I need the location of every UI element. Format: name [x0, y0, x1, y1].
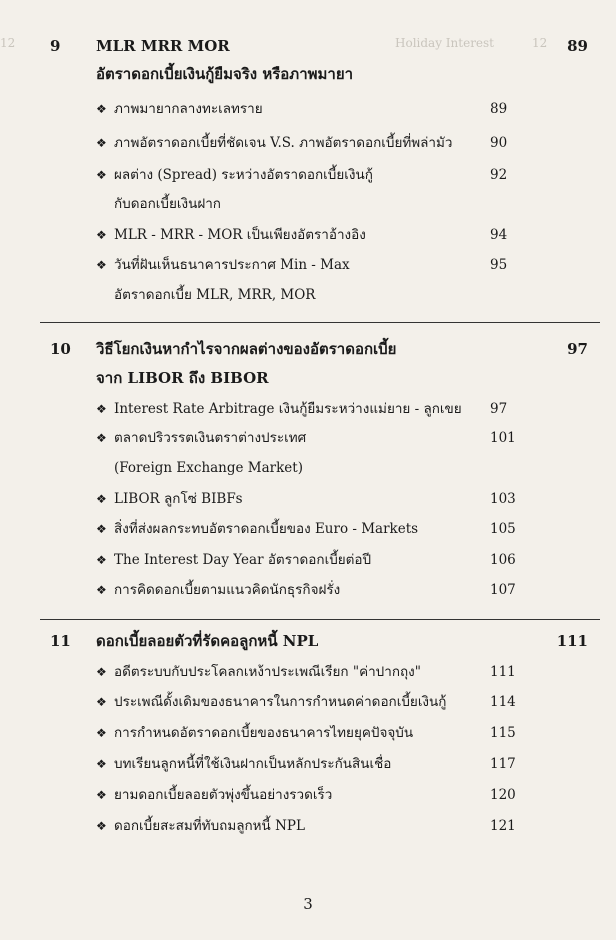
- chapter-number: 9: [50, 37, 61, 55]
- toc-entry-continued: [114, 280, 534, 310]
- diamond-bullet-icon: ❖: [96, 522, 107, 536]
- chapter-page: 97: [567, 340, 588, 358]
- entry-text: การกำหนดอัตราดอกเบี้ยของธนาคารไทยยุคปัจจุบัน: [114, 725, 414, 741]
- entry-text: กับดอกเบี้ยเงินฝาก: [114, 196, 221, 212]
- entry-page: 105: [490, 521, 516, 537]
- toc-entry: [96, 811, 516, 841]
- entry-text: ดอกเบี้ยสะสมที่ทับถมลูกหนี้ NPL: [114, 818, 305, 834]
- diamond-bullet-icon: ❖: [96, 136, 107, 150]
- toc-entry: [96, 514, 516, 544]
- toc-entry-continued: [114, 453, 534, 483]
- diamond-bullet-icon: ❖: [96, 757, 107, 771]
- entry-page: 111: [490, 664, 516, 680]
- chapter-page: 89: [567, 37, 588, 55]
- diamond-bullet-icon: ❖: [96, 492, 107, 506]
- bleed-heading: Holiday Interest: [395, 36, 495, 50]
- chapter-number: 11: [50, 632, 71, 650]
- entry-page: 95: [490, 257, 508, 273]
- entry-text: (Foreign Exchange Market): [114, 460, 303, 476]
- toc-entry: [96, 687, 516, 717]
- toc-entry: [96, 545, 516, 575]
- entry-page: 121: [490, 818, 516, 834]
- entry-page: 94: [490, 227, 508, 243]
- bleed-number-right: 12: [532, 36, 548, 50]
- entry-text: สิ่งที่ส่งผลกระทบอัตราดอกเบี้ยของ Euro - Markets: [114, 521, 419, 537]
- entry-text: ภาพอัตราดอกเบี้ยที่ชัดเจน V.S. ภาพอัตราดอกเบี้ยที่พล่ามัว: [114, 135, 453, 151]
- diamond-bullet-icon: ❖: [96, 431, 107, 445]
- entry-page: 106: [490, 552, 516, 568]
- entry-page: 103: [490, 491, 516, 507]
- bleed-number-left: 12: [0, 36, 16, 50]
- chapter-page: 111: [556, 632, 588, 650]
- entry-text: ประเพณีดั้งเดิมของธนาคารในการกำหนดค่าดอกเบี้ยเงินกู้: [114, 694, 447, 710]
- section-divider: [40, 322, 600, 323]
- entry-text: วันที่ฝันเห็นธนาคารประกาศ Min - Max: [114, 257, 350, 273]
- toc-entry: [96, 780, 516, 810]
- entry-text: ตลาดปริวรรตเงินตราต่างประเทศ: [114, 430, 307, 446]
- diamond-bullet-icon: ❖: [96, 102, 107, 116]
- toc-entry: [96, 220, 516, 250]
- toc-entry: [96, 484, 516, 514]
- entry-text: อัตราดอกเบี้ย MLR, MRR, MOR: [114, 287, 316, 303]
- entry-text: LIBOR ลูกโซ่ BIBFs: [114, 491, 243, 507]
- toc-entry: [96, 160, 516, 190]
- toc-entry: [96, 749, 516, 779]
- chapter-number: 10: [50, 340, 71, 358]
- diamond-bullet-icon: ❖: [96, 583, 107, 597]
- entry-page: 97: [490, 401, 508, 417]
- diamond-bullet-icon: ❖: [96, 553, 107, 567]
- diamond-bullet-icon: ❖: [96, 726, 107, 740]
- toc-entry: [96, 250, 516, 280]
- entry-text: The Interest Day Year อัตราดอกเบี้ยต่อปี: [114, 552, 372, 568]
- toc-entry: [96, 423, 516, 453]
- toc-entry: [96, 718, 516, 748]
- diamond-bullet-icon: ❖: [96, 819, 107, 833]
- chapter-title-line-1: MLR MRR MOR: [96, 37, 230, 55]
- entry-page: 117: [490, 756, 516, 772]
- diamond-bullet-icon: ❖: [96, 228, 107, 242]
- entry-text: การคิดดอกเบี้ยตามแนวคิดนักธุรกิจฝรั่ง: [114, 582, 341, 598]
- toc-entry: [96, 94, 516, 124]
- chapter-title-line-1: ดอกเบี้ยลอยตัวที่รัดคอลูกหนี้ NPL: [96, 632, 319, 650]
- section-divider: [40, 619, 600, 620]
- entry-text: ยามดอกเบี้ยลอยตัวพุ่งขึ้นอย่างรวดเร็ว: [114, 787, 333, 803]
- page-number: 3: [303, 895, 313, 913]
- entry-text: Interest Rate Arbitrage เงินกู้ยืมระหว่างแม่ยาย - ลูกเขย: [114, 401, 462, 417]
- entry-page: 90: [490, 135, 508, 151]
- entry-text: ภาพมายากลางทะเลทราย: [114, 101, 263, 117]
- entry-page: 115: [490, 725, 516, 741]
- diamond-bullet-icon: ❖: [96, 665, 107, 679]
- diamond-bullet-icon: ❖: [96, 258, 107, 272]
- entry-page: 92: [490, 167, 508, 183]
- diamond-bullet-icon: ❖: [96, 168, 107, 182]
- entry-page: 107: [490, 582, 516, 598]
- toc-entry: [96, 128, 516, 158]
- entry-text: MLR - MRR - MOR เป็นเพียงอัตราอ้างอิง: [114, 227, 366, 243]
- entry-page: 120: [490, 787, 516, 803]
- toc-entry-continued: [114, 189, 534, 219]
- entry-text: บทเรียนลูกหนี้ที่ใช้เงินฝากเป็นหลักประกันสินเชื่อ: [114, 756, 392, 772]
- toc-entry: [96, 575, 516, 605]
- diamond-bullet-icon: ❖: [96, 695, 107, 709]
- diamond-bullet-icon: ❖: [96, 402, 107, 416]
- chapter-title-line-1: วิธีโยกเงินหากำไรจากผลต่างของอัตราดอกเบี้ย: [96, 340, 397, 358]
- toc-entry: [96, 657, 516, 687]
- entry-page: 114: [490, 694, 516, 710]
- entry-page: 101: [490, 430, 516, 446]
- entry-text: อดีตระบบกับประโคลกเหง้าประเพณีเรียก "ค่าปากถุง": [114, 664, 421, 680]
- entry-text: ผลต่าง (Spread) ระหว่างอัตราดอกเบี้ยเงินกู้: [114, 167, 373, 183]
- chapter-title-line-2: จาก LIBOR ถึง BIBOR: [96, 369, 269, 387]
- diamond-bullet-icon: ❖: [96, 788, 107, 802]
- entry-page: 89: [490, 101, 508, 117]
- chapter-title-line-2: อัตราดอกเบี้ยเงินกู้ยืมจริง หรือภาพมายา: [96, 65, 354, 83]
- toc-entry: [96, 394, 516, 424]
